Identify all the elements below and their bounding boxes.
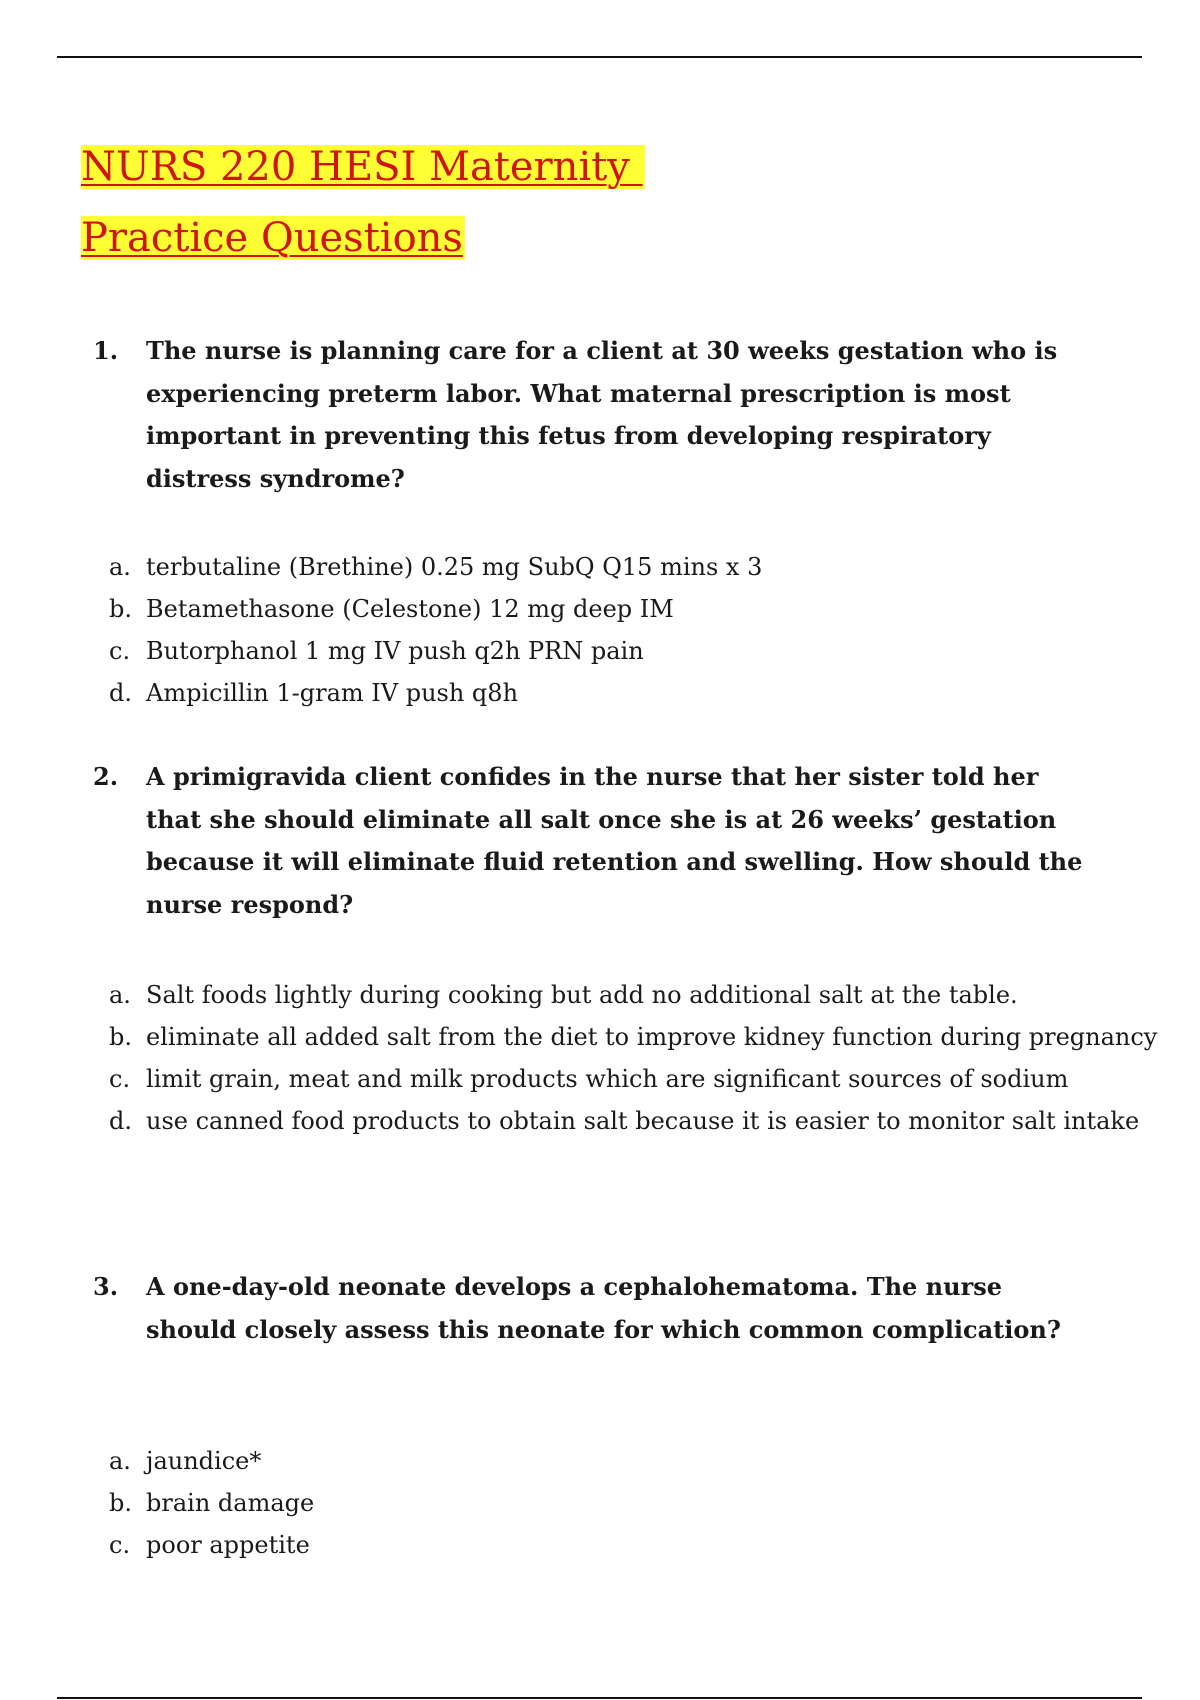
option-letter: c. [109,1531,131,1559]
answer-option [93,974,1176,1016]
option-text: use canned food products to obtain salt because it is easier to monitor salt intake [146,1107,1140,1135]
answer-option [93,1016,1176,1058]
option-letter: d. [109,679,132,707]
answer-option [93,588,1176,630]
option-text: eliminate all added salt from the diet to improve kidney function during pregnancy [146,1023,1158,1051]
option-letter: c. [109,637,131,665]
option-letter: b. [109,595,132,623]
option-letter: a. [109,553,131,581]
answer-options [93,1440,1093,1566]
option-text: jaundice* [146,1447,262,1475]
answer-option [93,1100,1176,1142]
option-letter: d. [109,1107,132,1135]
document-title-line-1: NURS 220 HESI Maternity [81,144,643,190]
option-text: Butorphanol 1 mg IV push q2h PRN pain [146,637,644,665]
option-letter: c. [109,1065,131,1093]
question-text: A one-day-old neonate develops a cephalohematoma. The nurse should closely assess this neonate for which common complication? [146,1272,1061,1344]
option-text: Ampicillin 1-gram IV push q8h [146,679,519,707]
answer-option [93,1482,1176,1524]
answer-option [93,630,1176,672]
answer-options [93,974,1158,1142]
question-text: The nurse is planning care for a client at 30 weeks gestation who is experiencing preterm labor. What maternal prescription is most important in preventing this fetus from developing respiratory distress syndrome? [146,336,1058,493]
option-letter: b. [109,1489,132,1517]
option-text: Betamethasone (Celestone) 12 mg deep IM [146,595,674,623]
option-letter: a. [109,1447,131,1475]
document-title-line-2: Practice Questions [81,215,463,261]
answer-option [93,1524,1176,1566]
answer-option [93,1440,1176,1482]
option-text: brain damage [146,1489,315,1517]
answer-option [93,672,1176,714]
question-number: 2. [93,762,119,791]
answer-option [93,546,1176,588]
header-rule [57,56,1142,58]
option-text: Salt foods lightly during cooking but add no additional salt at the table. [146,981,1018,1009]
question-number: 3. [93,1272,119,1301]
answer-option [93,1058,1176,1100]
option-letter: a. [109,981,131,1009]
option-text: terbutaline (Brethine) 0.25 mg SubQ Q15 mins x 3 [146,553,763,581]
option-letter: b. [109,1023,132,1051]
answer-options [93,546,1093,714]
option-text: limit grain, meat and milk products which are significant sources of sodium [146,1065,1069,1093]
question-number: 1. [93,336,119,365]
option-text: poor appetite [146,1531,310,1559]
question-text: A primigravida client confides in the nurse that her sister told her that she should eliminate all salt once she is at 26 weeks’ gestation because it will eliminate fluid retention and swelling. How should the nurse respond? [146,762,1083,919]
footer-rule [57,1697,1142,1699]
